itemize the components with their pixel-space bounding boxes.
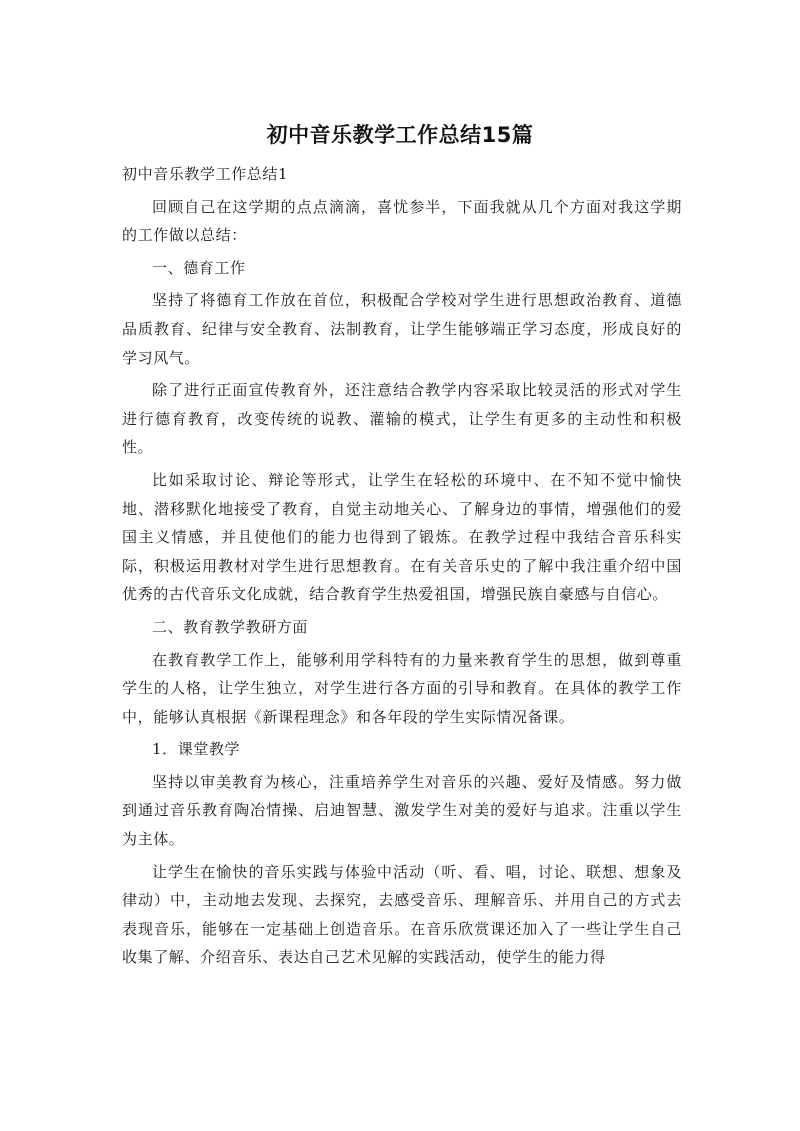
paragraph: 除了进行正面宣传教育外，还注意结合教学内容采取比较灵活的形式对学生进行德育教育，改变传统的说教、灌输的模式，让学生有更多的主动性和积极性。 bbox=[122, 381, 682, 457]
paragraph: 比如采取讨论、辩论等形式，让学生在轻松的环境中、在不知不觉中愉快地、潜移默化地接受了教育，自觉主动地关心、了解身边的事情，增强他们的爱国主义情感，并且使他们的能力也得到了锻炼。在教学过程中我结合音乐科实际，积极运用教材对学生进行思想教育。在有关音乐史的了解中我注重介绍中国优秀的古代音乐文化成就，结合教育学生热爱祖国，增强民族自豪感与自信心。 bbox=[122, 470, 682, 604]
paragraph: 让学生在愉快的音乐实践与体验中活动（听、看、唱，讨论、联想、想象及律动）中，主动地去发现、去探究，去感受音乐、理解音乐、并用自己的方式去表现音乐，能够在一定基础上创造音乐。在音乐欣赏课还加入了一些让学生自己收集了解、介绍音乐、表达自己艺术见解的实践活动，使学生的能力得 bbox=[122, 862, 682, 967]
document-title: 初中音乐教学工作总结15篇 bbox=[266, 123, 534, 147]
section-heading: 二、教育教学教研方面 bbox=[152, 617, 309, 636]
paragraph: 回顾自己在这学期的点点滴滴，喜忧参半，下面我就从几个方面对我这学期的工作做以总结： bbox=[122, 197, 682, 245]
paragraph: 初中音乐教学工作总结1 bbox=[122, 165, 289, 183]
paragraph: 坚持以审美教育为核心，注重培养学生对音乐的兴趣、爱好及情感。努力做到通过音乐教育陶冶情操、启迪智慧、激发学生对美的爱好与追求。注重以学生为主体。 bbox=[122, 772, 682, 849]
subsection-heading: 1．课堂教学 bbox=[152, 740, 241, 759]
paragraph: 坚持了将德育工作放在首位，积极配合学校对学生进行思想政治教育、道德品质教育、纪律与安全教育、法制教育，让学生能够端正学习态度，形成良好的学习风气。 bbox=[122, 291, 682, 367]
paragraph: 在教育教学工作上，能够利用学科特有的力量来教育学生的思想，做到尊重学生的人格，让学生独立，对学生进行各方面的引导和教育。在具体的教学工作中，能够认真根据《新课程理念》和各年段的学生实际情况备课。 bbox=[122, 650, 682, 726]
document-body bbox=[122, 160, 682, 976]
section-heading: 一、德育工作 bbox=[152, 258, 246, 277]
